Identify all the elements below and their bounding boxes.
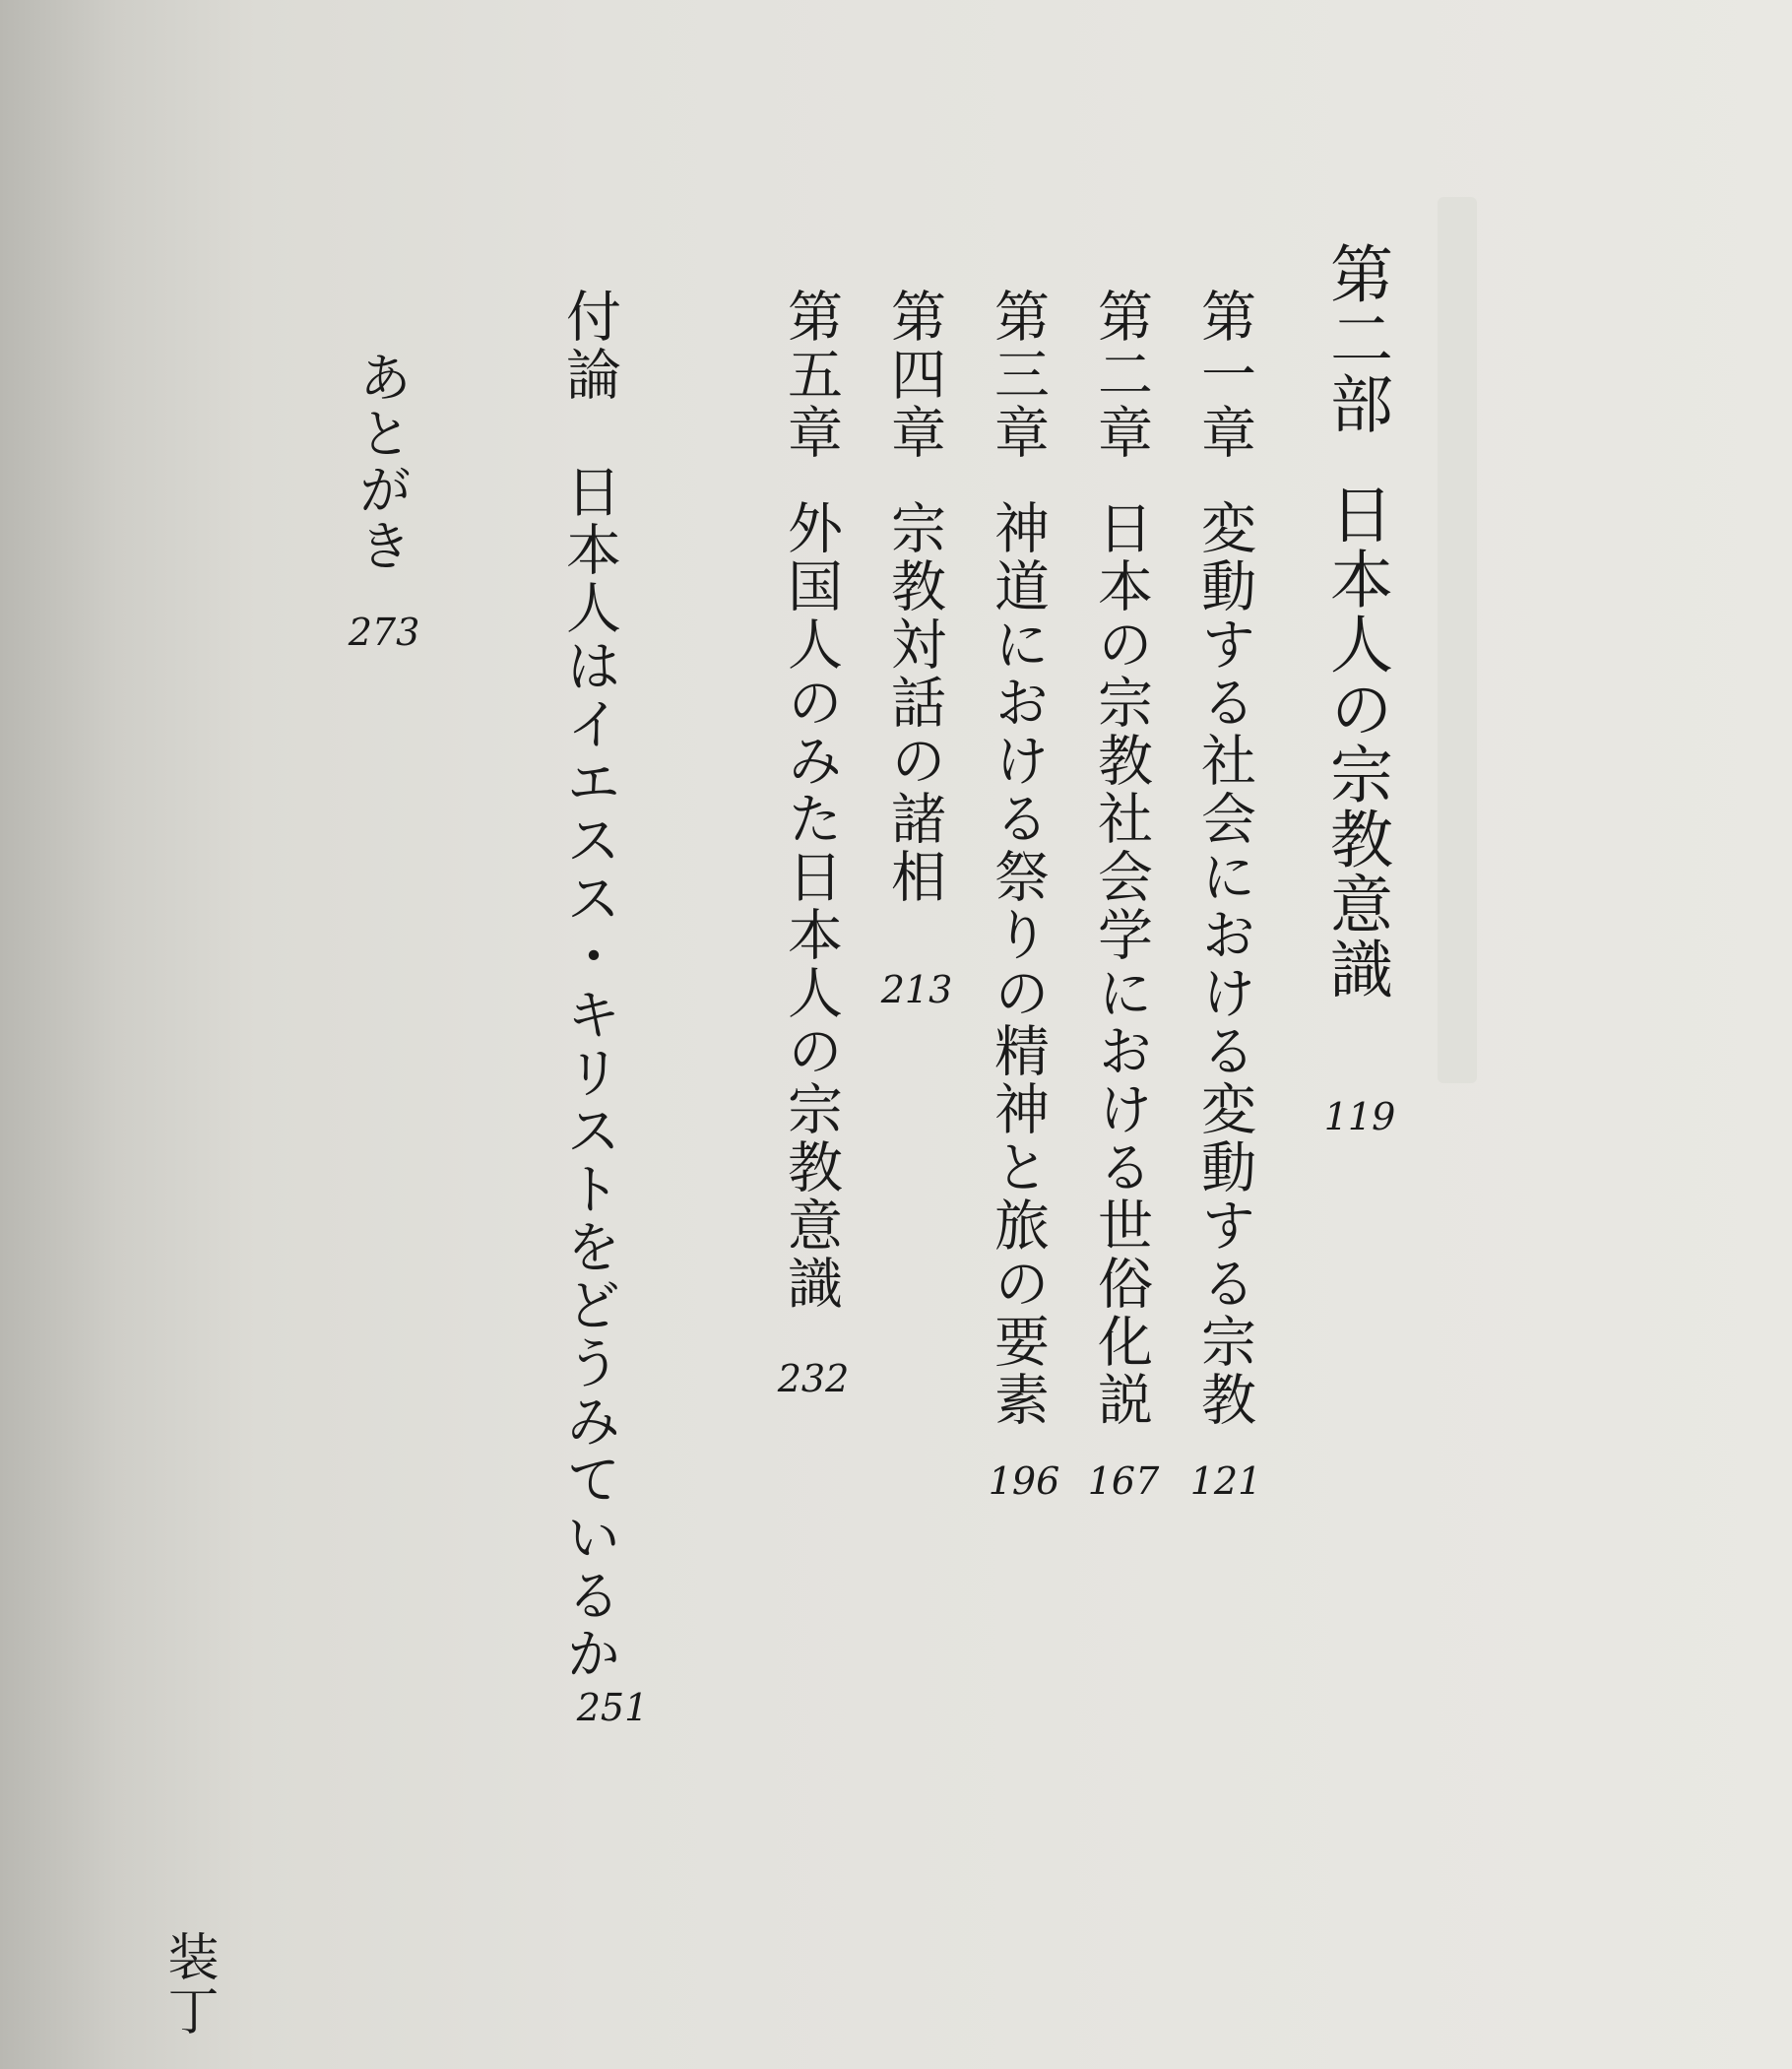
binding-credit <box>159 1930 218 2038</box>
bleed-through-mark <box>1438 197 1477 1083</box>
chapter-2-entry <box>1089 288 1153 1429</box>
afterword-page-number: 273 <box>348 611 420 654</box>
chapter-1-number: 第一章 <box>1192 288 1256 462</box>
chapter-2-page-number: 167 <box>1087 1459 1160 1503</box>
part-page-number: 119 <box>1323 1095 1396 1138</box>
afterword-label: あとがき <box>351 350 413 574</box>
part-title: 日本人の宗教意識 <box>1319 482 1392 1002</box>
chapter-4-page-number: 213 <box>880 968 953 1011</box>
chapter-3-page-number: 196 <box>988 1459 1060 1503</box>
chapter-3-entry <box>986 288 1050 1429</box>
chapter-3-title: 神道における祭りの精神と旅の要素 <box>986 499 1050 1429</box>
chapter-2-number: 第二章 <box>1089 288 1153 462</box>
chapter-1-entry <box>1192 288 1256 1429</box>
chapter-5-number: 第五章 <box>779 288 843 462</box>
chapter-2-title: 日本の宗教社会学における世俗化説 <box>1089 499 1153 1429</box>
afterword-entry <box>351 350 413 574</box>
chapter-3-number: 第三章 <box>986 288 1050 462</box>
part-label: 第二部 <box>1319 241 1392 436</box>
chapter-5-page-number: 232 <box>777 1357 850 1400</box>
chapter-4-entry <box>882 288 946 906</box>
binding-label: 装丁 <box>159 1930 218 2038</box>
chapter-1-title: 変動する社会における変動する宗教 <box>1192 499 1256 1429</box>
appendix-entry <box>557 288 621 1683</box>
appendix-label: 付論 <box>557 288 621 404</box>
appendix-title: 日本人はイエスス・キリストをどうみているか <box>557 463 621 1683</box>
appendix-page-number: 251 <box>576 1686 649 1729</box>
chapter-1-page-number: 121 <box>1189 1459 1262 1503</box>
chapter-4-number: 第四章 <box>882 288 946 462</box>
chapter-4-title: 宗教対話の諸相 <box>882 499 946 906</box>
part-heading <box>1319 241 1392 1002</box>
chapter-5-entry <box>779 288 843 1313</box>
chapter-5-title: 外国人のみた日本人の宗教意識 <box>779 499 843 1313</box>
